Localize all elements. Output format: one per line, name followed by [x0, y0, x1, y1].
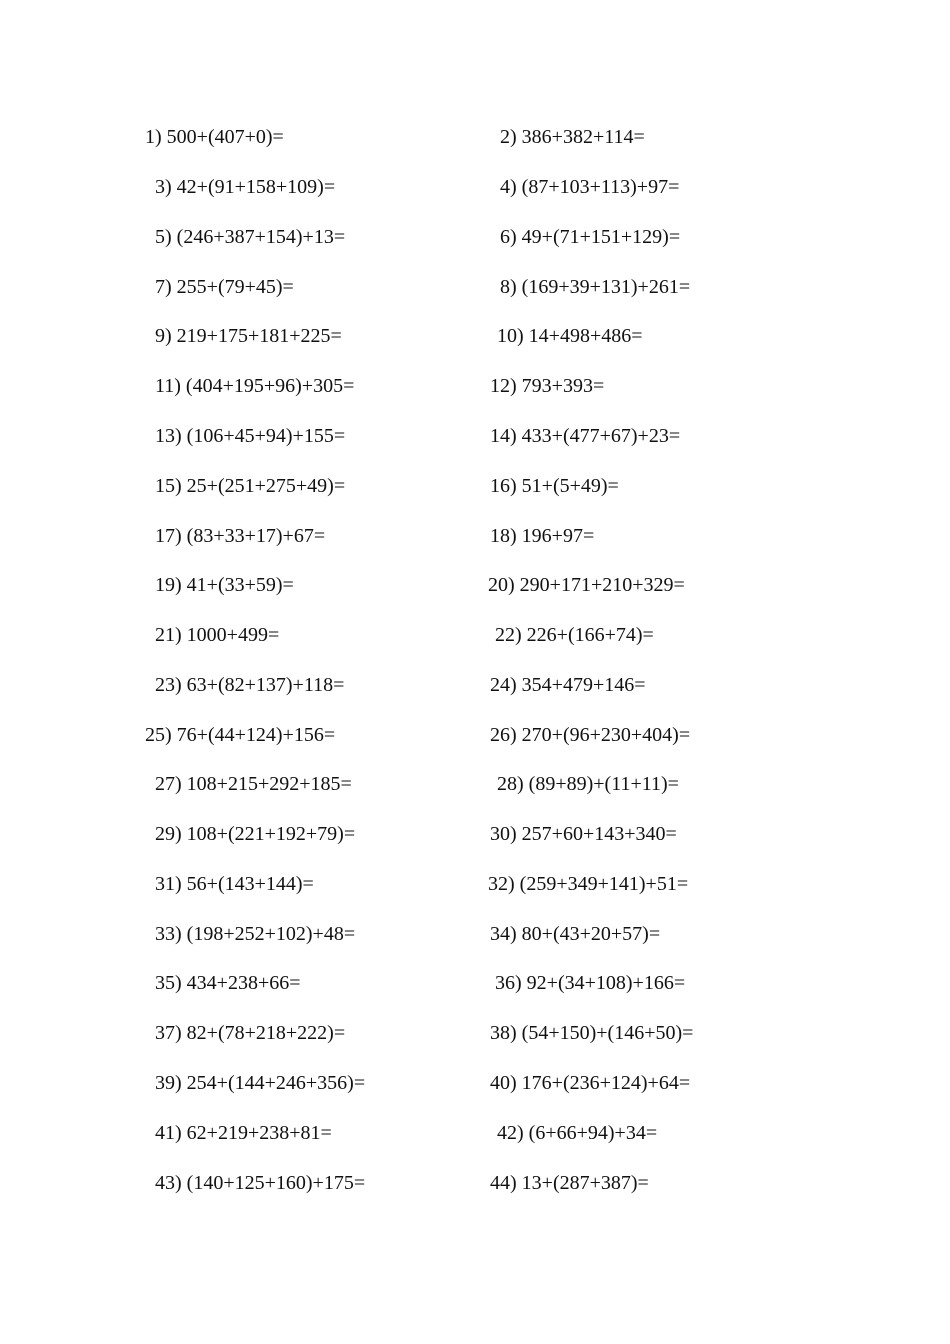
problem-35: 35) 434+238+66= [155, 972, 301, 994]
problem-10: 10) 14+498+486= [497, 325, 643, 347]
problem-19: 19) 41+(33+59)= [155, 574, 294, 596]
problem-34: 34) 80+(43+20+57)= [490, 923, 661, 945]
problem-5: 5) (246+387+154)+13= [155, 226, 346, 248]
problem-42: 42) (6+66+94)+34= [497, 1122, 658, 1144]
problem-17: 17) (83+33+17)+67= [155, 525, 326, 547]
problem-18: 18) 196+97= [490, 525, 595, 547]
problem-16: 16) 51+(5+49)= [490, 475, 619, 497]
problem-15: 15) 25+(251+275+49)= [155, 475, 346, 497]
problem-33: 33) (198+252+102)+48= [155, 923, 356, 945]
problem-38: 38) (54+150)+(146+50)= [490, 1022, 694, 1044]
problem-31: 31) 56+(143+144)= [155, 873, 314, 895]
problem-41: 41) 62+219+238+81= [155, 1122, 332, 1144]
problem-29: 29) 108+(221+192+79)= [155, 823, 356, 845]
problem-6: 6) 49+(71+151+129)= [500, 226, 681, 248]
problem-13: 13) (106+45+94)+155= [155, 425, 346, 447]
problem-8: 8) (169+39+131)+261= [500, 276, 691, 298]
problem-37: 37) 82+(78+218+222)= [155, 1022, 346, 1044]
problem-12: 12) 793+393= [490, 375, 605, 397]
problem-26: 26) 270+(96+230+404)= [490, 724, 691, 746]
problem-9: 9) 219+175+181+225= [155, 325, 342, 347]
problem-22: 22) 226+(166+74)= [495, 624, 654, 646]
problem-43: 43) (140+125+160)+175= [155, 1172, 366, 1194]
problem-21: 21) 1000+499= [155, 624, 280, 646]
problem-32: 32) (259+349+141)+51= [488, 873, 689, 895]
problem-24: 24) 354+479+146= [490, 674, 646, 696]
problem-28: 28) (89+89)+(11+11)= [497, 773, 679, 795]
problem-27: 27) 108+215+292+185= [155, 773, 352, 795]
problem-11: 11) (404+195+96)+305= [155, 375, 355, 397]
problem-39: 39) 254+(144+246+356)= [155, 1072, 366, 1094]
problem-36: 36) 92+(34+108)+166= [495, 972, 686, 994]
problem-20: 20) 290+171+210+329= [488, 574, 685, 596]
problem-4: 4) (87+103+113)+97= [500, 176, 680, 198]
problem-23: 23) 63+(82+137)+118= [155, 674, 345, 696]
problem-40: 40) 176+(236+124)+64= [490, 1072, 691, 1094]
problem-3: 3) 42+(91+158+109)= [155, 176, 336, 198]
problem-25: 25) 76+(44+124)+156= [145, 724, 336, 746]
problem-44: 44) 13+(287+387)= [490, 1172, 649, 1194]
problem-7: 7) 255+(79+45)= [155, 276, 294, 298]
problem-1: 1) 500+(407+0)= [145, 126, 284, 148]
problem-14: 14) 433+(477+67)+23= [490, 425, 681, 447]
problem-30: 30) 257+60+143+340= [490, 823, 677, 845]
problem-2: 2) 386+382+114= [500, 126, 645, 148]
